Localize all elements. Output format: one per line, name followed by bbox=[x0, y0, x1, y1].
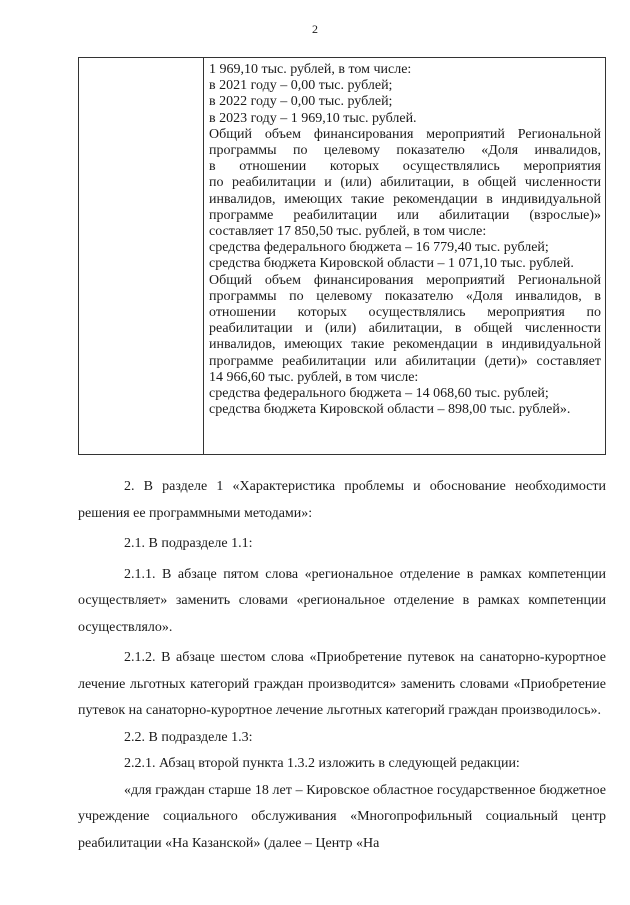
table-text-line: программе реабилитации или абилитации (дети)» составляет bbox=[209, 353, 601, 369]
table-text-line: инвалидов, имеющих такие рекомендации в индивидуальной bbox=[209, 337, 601, 353]
paragraph-2-1: 2.1. В подразделе 1.1: bbox=[124, 536, 253, 551]
paragraph-section-2: 2. В разделе 1 «Характеристика проблемы и обоснование необходимости решения ее программными методами»: bbox=[78, 479, 606, 521]
table-text-line: в 2021 году – 0,00 тыс. рублей; bbox=[209, 78, 393, 94]
table-text-line: в отношении которых осуществлялись мероприятия bbox=[209, 159, 601, 175]
table-left-cell bbox=[79, 58, 204, 454]
paragraph-2-1-1: 2.1.1. В абзаце пятом слова «региональное отделение в рамках компетенции осуществляет» заменить словами «региональное отделение в рамках компетенции осуществляло». bbox=[78, 566, 606, 635]
table-text-line: программы по целевому показателю «Доля инвалидов, bbox=[209, 143, 601, 159]
table-text-line: средства бюджета Кировской области – 1 071,10 тыс. рублей. bbox=[209, 256, 574, 272]
table-text-line: Общий объем финансирования мероприятий Региональной bbox=[209, 272, 601, 288]
table-text-line: составляет 17 850,50 тыс. рублей, в том числе: bbox=[209, 224, 487, 240]
table-text-line: средства бюджета Кировской области – 898,00 тыс. рублей». bbox=[209, 402, 571, 418]
table-text-line: по реабилитации и (или) абилитации, в общей численности bbox=[209, 175, 601, 191]
table-text-line: 14 966,60 тыс. рублей, в том числе: bbox=[209, 369, 419, 385]
table-text-line: средства федерального бюджета – 16 779,40 тыс. рублей; bbox=[209, 240, 549, 256]
table-text-line: в 2023 году – 1 969,10 тыс. рублей. bbox=[209, 110, 417, 126]
table-text-line: 1 969,10 тыс. рублей, в том числе: bbox=[209, 62, 412, 77]
table-text-line: в 2022 году – 0,00 тыс. рублей; bbox=[209, 94, 393, 110]
amendments-text bbox=[78, 474, 606, 857]
paragraph-2-2: 2.2. В подразделе 1.3: bbox=[124, 729, 253, 745]
table-right-cell bbox=[204, 58, 605, 454]
table-text-line: отношении которых осуществлялись мероприятия по bbox=[209, 305, 601, 321]
paragraph-2-1-2: 2.1.2. В абзаце шестом слова «Приобретение путевок на санаторно-курортное лечение льготных категорий граждан производится» заменить словами «Приобретение путевок на санаторно-курортное лечение льготных категорий граждан производилось». bbox=[78, 650, 606, 718]
table-text-line: программы по целевому показателю «Доля инвалидов, в bbox=[209, 288, 601, 304]
page-number: 2 bbox=[312, 22, 318, 36]
paragraph-quote: «для граждан старше 18 лет – Кировское областное государственное бюджетное учреждение социального обслуживания «Многопрофильный социальный центр реабилитации «На Казанской» (далее – Центр «На bbox=[78, 782, 606, 851]
table-text-line: Общий объем финансирования мероприятий Региональной bbox=[209, 126, 601, 142]
financing-table bbox=[78, 57, 606, 455]
table-text-line: средства федерального бюджета – 14 068,60 тыс. рублей; bbox=[209, 386, 549, 402]
table-text-line: реабилитации и (или) абилитации, в общей численности bbox=[209, 321, 601, 337]
paragraph-2-2-1: 2.2.1. Абзац второй пункта 1.3.2 изложить в следующей редакции: bbox=[124, 756, 520, 771]
table-text-line: программе реабилитации или абилитации (взрослые)» bbox=[209, 207, 601, 223]
table-text-line: инвалидов, имеющих такие рекомендации в индивидуальной bbox=[209, 191, 601, 207]
